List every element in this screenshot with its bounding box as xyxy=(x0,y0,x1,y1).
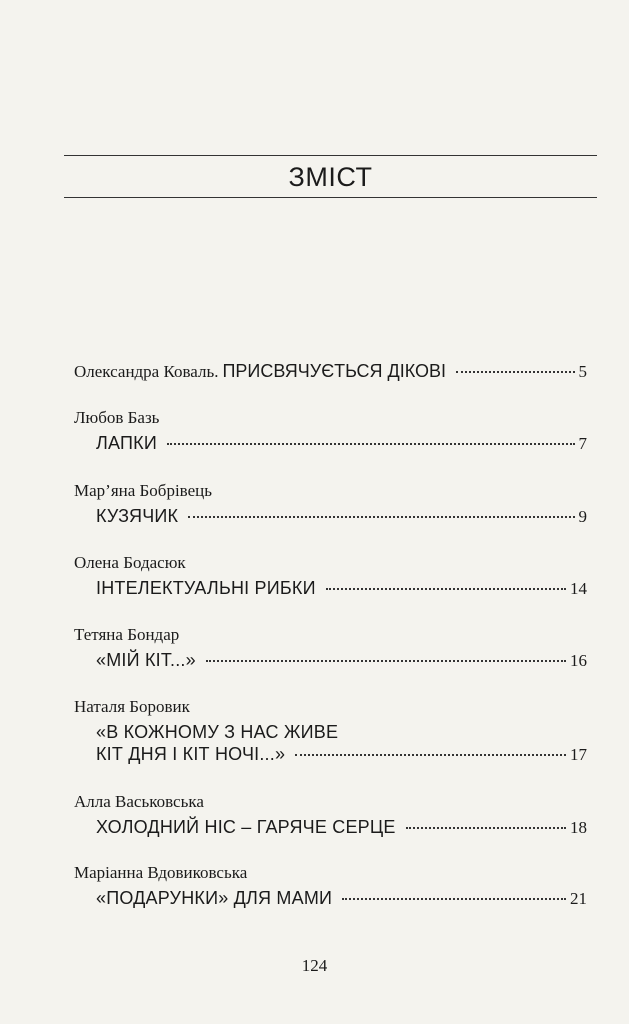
toc-entry xyxy=(74,552,587,600)
dot-leader xyxy=(167,443,575,445)
entry-title: ПРИСВЯЧУЄТЬСЯ ДІКОВІ xyxy=(222,361,447,381)
toc-heading: ЗМІСТ xyxy=(288,162,373,192)
toc-line xyxy=(96,816,587,839)
toc-line xyxy=(96,505,587,528)
toc-line xyxy=(96,649,587,672)
dot-leader xyxy=(342,898,566,900)
entry-title: «МІЙ КІТ...» xyxy=(96,650,196,670)
entry-author: Олександра Коваль. xyxy=(74,362,219,381)
entry-title: КІТ ДНЯ І КІТ НОЧІ...» xyxy=(96,744,286,764)
toc-line xyxy=(96,577,587,600)
entry-page-number: 14 xyxy=(570,579,587,598)
entry-title: «ПОДАРУНКИ» ДЛЯ МАМИ xyxy=(96,888,333,908)
entry-author: Наталя Боровик xyxy=(74,697,190,716)
toc-entry xyxy=(74,862,587,910)
entry-page-number: 18 xyxy=(570,818,587,837)
dot-leader xyxy=(295,754,566,756)
entry-page-number: 21 xyxy=(570,889,587,908)
entry-author: Олена Бодасюк xyxy=(74,553,186,572)
page-number: 124 xyxy=(301,956,328,975)
toc-line xyxy=(74,360,587,383)
toc-entry xyxy=(74,696,587,766)
entry-title-block xyxy=(74,432,587,455)
toc-entry xyxy=(74,407,587,455)
entry-title-block xyxy=(74,816,587,839)
entry-author: Любов Базь xyxy=(74,408,160,427)
entry-title-block xyxy=(74,721,587,766)
toc-line xyxy=(96,743,587,766)
dot-leader xyxy=(188,516,574,518)
entry-page-number: 5 xyxy=(578,362,587,381)
toc-line xyxy=(96,432,587,455)
dot-leader xyxy=(406,827,566,829)
dot-leader xyxy=(206,660,566,662)
toc-line xyxy=(96,887,587,910)
dot-leader xyxy=(456,371,574,373)
entry-title: ЛАПКИ xyxy=(96,433,157,453)
entry-page-number: 9 xyxy=(578,507,587,526)
toc-entry xyxy=(74,624,587,672)
entry-title-block xyxy=(74,577,587,600)
heading-rule-bottom xyxy=(64,197,597,198)
entry-title: ХОЛОДНИЙ НІС – ГАРЯЧЕ СЕРЦЕ xyxy=(96,817,396,837)
entry-title-block xyxy=(74,505,587,528)
toc-entry xyxy=(74,791,587,839)
heading-rule-top xyxy=(64,155,597,156)
entry-author: Алла Васьковська xyxy=(74,792,204,811)
entry-page-number: 16 xyxy=(570,651,587,670)
entry-title: ІНТЕЛЕКТУАЛЬНІ РИБКИ xyxy=(96,578,316,598)
entry-page-number: 7 xyxy=(578,434,587,453)
entry-page-number: 17 xyxy=(570,745,587,764)
toc-entry xyxy=(74,360,587,383)
entry-author: Тетяна Бондар xyxy=(74,625,180,644)
toc-entry xyxy=(74,480,587,528)
entry-title: «В КОЖНОМУ З НАС ЖИВЕ xyxy=(96,722,339,742)
entry-title-block xyxy=(74,649,587,672)
dot-leader xyxy=(326,588,566,590)
entry-title: КУЗЯЧИК xyxy=(96,506,179,526)
entry-author: Мар’яна Бобрівець xyxy=(74,481,212,500)
entry-author: Маріанна Вдовиковська xyxy=(74,863,248,882)
entry-title-block xyxy=(74,887,587,910)
